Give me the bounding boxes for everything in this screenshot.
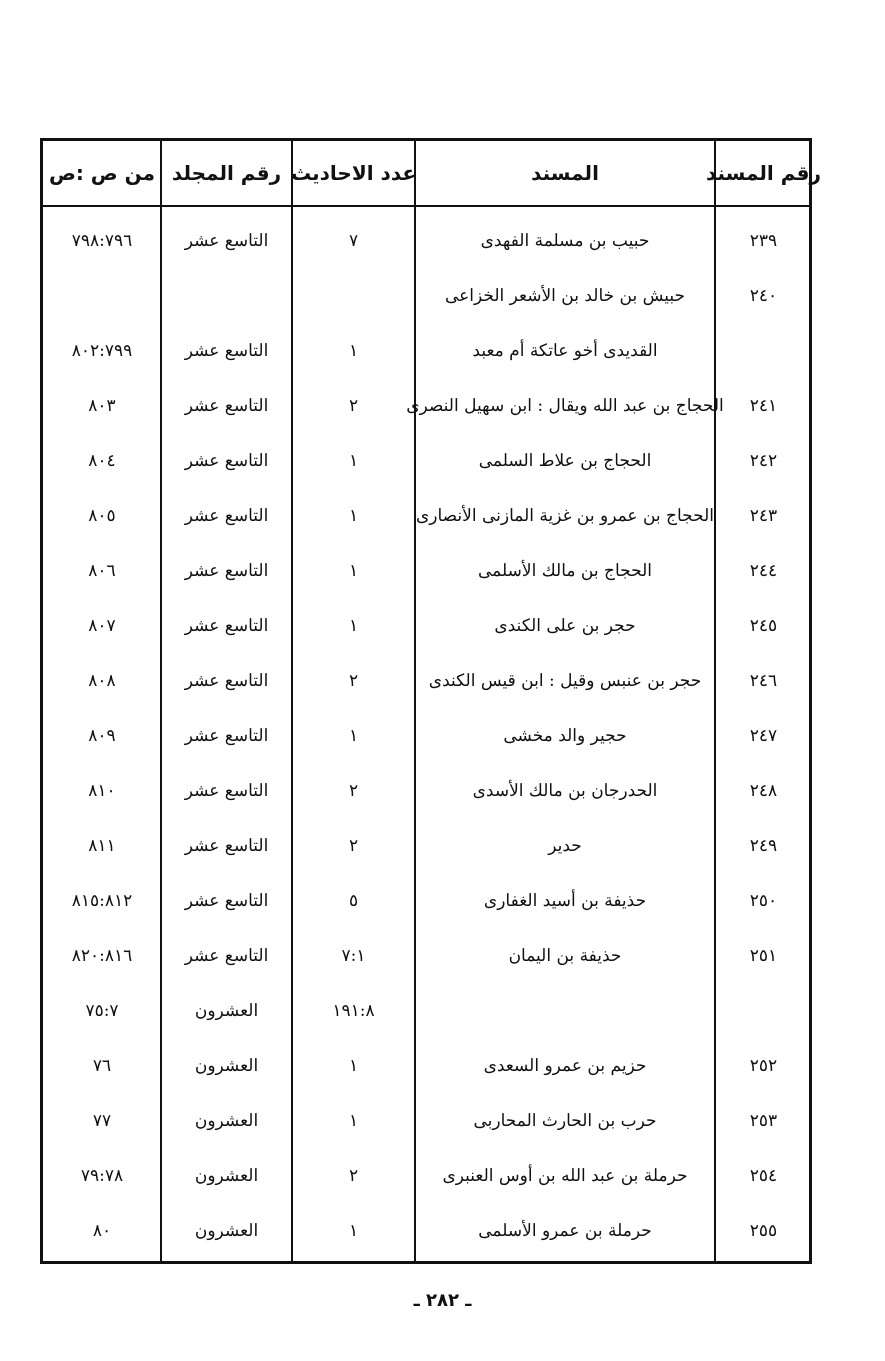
page-range: ٨١٠ bbox=[88, 781, 116, 801]
musnad-number: ٢٤٢ bbox=[749, 451, 778, 471]
hadith-count: ١ bbox=[348, 451, 359, 471]
musnad-name: حجر بن عنبس وقيل : ابن قيس الكندى bbox=[428, 671, 702, 691]
musnad-number: ٢٥٣ bbox=[749, 1111, 778, 1131]
hadith-count: ٧ bbox=[348, 231, 359, 251]
hadith-count: ١٩١:٨ bbox=[332, 1001, 375, 1021]
index-table bbox=[40, 138, 822, 1264]
musnad-name: حزيم بن عمرو السعدى bbox=[483, 1056, 647, 1076]
hadith-count: ٢ bbox=[348, 781, 359, 801]
musnad-number: ٢٤٤ bbox=[749, 561, 778, 581]
hadith-count: ٢ bbox=[348, 836, 359, 856]
hadith-count: ١ bbox=[348, 506, 359, 526]
volume-number: التاسع عشر bbox=[184, 671, 269, 691]
musnad-name: القديدى أخو عاتكة أم معبد bbox=[472, 341, 658, 361]
musnad-name: حذيفة بن اليمان bbox=[508, 946, 622, 966]
hadith-count: ١ bbox=[348, 1111, 359, 1131]
page-range: ٨٠٨ bbox=[88, 671, 116, 691]
volume-number: التاسع عشر bbox=[184, 561, 269, 581]
header-musnad-name: المسند bbox=[531, 161, 599, 185]
table-row bbox=[43, 434, 809, 488]
table-row bbox=[43, 874, 809, 928]
header-musnad-number: رقم المسند bbox=[705, 161, 822, 185]
volume-number: العشرون bbox=[194, 1166, 259, 1186]
table-row bbox=[43, 984, 809, 1038]
page-range: ٨٠٢:٧٩٩ bbox=[71, 341, 133, 361]
hadith-count: ١ bbox=[348, 1221, 359, 1241]
volume-number bbox=[161, 269, 292, 323]
hadith-count: ١ bbox=[348, 561, 359, 581]
hadith-count: ٢ bbox=[348, 396, 359, 416]
hadith-count: ١ bbox=[348, 726, 359, 746]
musnad-number: ٢٤٩ bbox=[749, 836, 778, 856]
musnad-number: ٢٤٦ bbox=[749, 671, 778, 691]
page-range: ٨٠٩ bbox=[88, 726, 116, 746]
page-range: ٨٠٤ bbox=[88, 451, 116, 471]
table-row bbox=[43, 764, 809, 818]
musnad-number: ٢٥٠ bbox=[749, 891, 778, 911]
hadith-count: ٢ bbox=[348, 671, 359, 691]
musnad-number: ٢٤٧ bbox=[749, 726, 778, 746]
page-number: ـ ٢٨٢ ـ bbox=[413, 1290, 472, 1311]
page-range: ٨٠٧ bbox=[88, 616, 116, 636]
musnad-number: ٢٣٩ bbox=[749, 231, 778, 251]
musnad-name: الحجاج بن عبد الله ويقال : ابن سهيل النصرى bbox=[406, 396, 724, 416]
table-row bbox=[43, 819, 809, 873]
volume-number: التاسع عشر bbox=[184, 781, 269, 801]
musnad-name: حدير bbox=[548, 836, 582, 856]
table-row bbox=[43, 324, 809, 378]
volume-number: العشرون bbox=[194, 1056, 259, 1076]
musnad-number: ٢٥٢ bbox=[749, 1056, 778, 1076]
header-page-range: من ص :ص bbox=[48, 161, 156, 185]
volume-number: التاسع عشر bbox=[184, 946, 269, 966]
musnad-number: ٢٤١ bbox=[749, 396, 778, 416]
volume-number: العشرون bbox=[194, 1111, 259, 1131]
table-row bbox=[43, 709, 809, 763]
musnad-name: حرملة بن عبد الله بن أوس العنبرى bbox=[442, 1166, 688, 1186]
page-range: ٧٩٨:٧٩٦ bbox=[71, 231, 133, 251]
page-range: ٨٠ bbox=[92, 1221, 112, 1241]
musnad-name: الحدرجان بن مالك الأسدى bbox=[472, 781, 658, 801]
page-range: ٨١٥:٨١٢ bbox=[71, 891, 133, 911]
table-row bbox=[43, 1094, 809, 1148]
musnad-number bbox=[715, 984, 812, 1038]
page-range: ٧٧ bbox=[92, 1111, 112, 1131]
musnad-number: ٢٤٣ bbox=[749, 506, 778, 526]
volume-number: العشرون bbox=[194, 1001, 259, 1021]
musnad-name: حذيفة بن أسيد الغفارى bbox=[483, 891, 647, 911]
volume-number: التاسع عشر bbox=[184, 836, 269, 856]
page-range bbox=[43, 269, 161, 323]
hadith-count: ١ bbox=[348, 1056, 359, 1076]
volume-number: التاسع عشر bbox=[184, 726, 269, 746]
musnad-name: حرب بن الحارث المحاربى bbox=[473, 1111, 657, 1131]
musnad-name bbox=[415, 984, 715, 1038]
musnad-name: حرملة بن عمرو الأسلمى bbox=[478, 1221, 652, 1241]
volume-number: التاسع عشر bbox=[184, 451, 269, 471]
musnad-number: ٢٤٨ bbox=[749, 781, 778, 801]
table-row bbox=[43, 929, 809, 983]
volume-number: العشرون bbox=[194, 1221, 259, 1241]
musnad-name: حبيب بن مسلمة الفهدى bbox=[480, 231, 650, 251]
table-row bbox=[43, 379, 809, 433]
hadith-count: ١ bbox=[348, 616, 359, 636]
musnad-number: ٢٤٥ bbox=[749, 616, 778, 636]
volume-number: التاسع عشر bbox=[184, 616, 269, 636]
page-range: ٨٠٥ bbox=[88, 506, 116, 526]
page-range: ٧٥:٧ bbox=[85, 1001, 119, 1021]
header-volume-number: رقم المجلد bbox=[171, 161, 282, 185]
table-row bbox=[43, 654, 809, 708]
volume-number: التاسع عشر bbox=[184, 341, 269, 361]
table-row bbox=[43, 214, 809, 268]
musnad-number bbox=[715, 324, 812, 378]
musnad-number: ٢٥٥ bbox=[749, 1221, 778, 1241]
musnad-number: ٢٤٠ bbox=[749, 286, 778, 306]
volume-number: التاسع عشر bbox=[184, 891, 269, 911]
page-range: ٧٩:٧٨ bbox=[80, 1166, 124, 1186]
table-row bbox=[43, 1039, 809, 1093]
musnad-name: الحجاج بن مالك الأسلمى bbox=[478, 561, 652, 581]
page-range: ٨١١ bbox=[88, 836, 116, 856]
musnad-name: الحجاج بن عمرو بن غزية المازنى الأنصارى bbox=[415, 506, 715, 526]
musnad-name: الحجاج بن علاط السلمى bbox=[478, 451, 652, 471]
page-range: ٧٦ bbox=[92, 1056, 112, 1076]
musnad-name: حبيش بن خالد بن الأشعر الخزاعى bbox=[444, 286, 686, 306]
page-range: ٨٢٠:٨١٦ bbox=[71, 946, 133, 966]
volume-number: التاسع عشر bbox=[184, 231, 269, 251]
hadith-count: ٢ bbox=[348, 1166, 359, 1186]
musnad-name: حجير والد مخشى bbox=[503, 726, 627, 746]
page-range: ٨٠٦ bbox=[88, 561, 116, 581]
hadith-count bbox=[292, 269, 415, 323]
table-row bbox=[43, 1149, 809, 1203]
hadith-count: ٧:١ bbox=[341, 946, 366, 966]
table-header bbox=[43, 141, 822, 205]
header-divider bbox=[43, 205, 809, 207]
musnad-number: ٢٥١ bbox=[749, 946, 778, 966]
table-row bbox=[43, 1204, 809, 1258]
musnad-number: ٢٥٤ bbox=[749, 1166, 778, 1186]
volume-number: التاسع عشر bbox=[184, 396, 269, 416]
table-row bbox=[43, 269, 809, 323]
table-row bbox=[43, 599, 809, 653]
hadith-count: ٥ bbox=[348, 891, 359, 911]
table-row bbox=[43, 544, 809, 598]
page-range: ٨٠٣ bbox=[88, 396, 116, 416]
musnad-name: حجر بن على الكندى bbox=[494, 616, 636, 636]
volume-number: التاسع عشر bbox=[184, 506, 269, 526]
table-row bbox=[43, 489, 809, 543]
hadith-count: ١ bbox=[348, 341, 359, 361]
header-hadith-count: عدد الاحاديث bbox=[290, 161, 417, 185]
